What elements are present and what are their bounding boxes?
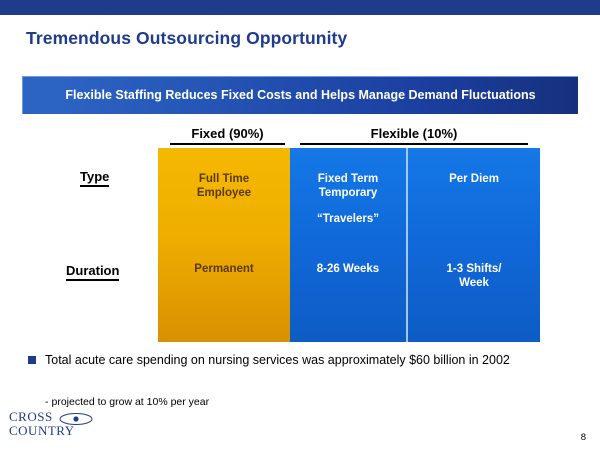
bullet-square-icon	[28, 356, 36, 364]
logo-line-1: CROSS	[9, 409, 53, 424]
cell-line: Full Time	[198, 173, 250, 185]
cell-duration-fixed-term	[290, 262, 406, 276]
cell-line: 8-26 Weeks	[316, 263, 380, 275]
row-label-duration: Duration	[66, 263, 119, 281]
logo-line-2: COUNTRY	[9, 422, 75, 438]
row-label-type: Type	[80, 169, 109, 187]
banner	[22, 76, 578, 114]
sub-bullet-item	[45, 396, 209, 408]
cell-line: Employee	[196, 187, 252, 199]
cell-line: Fixed Term	[317, 173, 379, 185]
comparison-table	[158, 148, 540, 342]
cell-type-full-time	[158, 172, 290, 200]
cell-line: Temporary	[318, 187, 378, 199]
page-number: 8	[580, 432, 586, 443]
cell-subtitle-travelers: “Travelers”	[316, 213, 379, 225]
table-column-fixed-term	[290, 148, 408, 342]
column-header-fixed: Fixed (90%)	[170, 126, 285, 145]
bullet-text: Total acute care spending on nursing services was approximately $60 billion in 2002	[45, 353, 510, 367]
cell-duration-per-diem	[408, 262, 540, 290]
cell-line: Permanent	[194, 263, 254, 275]
swoosh-icon	[58, 412, 94, 426]
column-header-flexible: Flexible (10%)	[300, 126, 528, 145]
bullet-item	[28, 352, 573, 368]
page-title: Tremendous Outsourcing Opportunity	[26, 28, 348, 48]
banner-text: Flexible Staffing Reduces Fixed Costs and Helps Manage Demand Fluctuations	[65, 88, 536, 102]
cell-line: Week	[459, 277, 489, 289]
dash-icon: -	[45, 396, 49, 408]
cell-type-per-diem	[408, 172, 540, 186]
table-column-per-diem	[408, 148, 540, 342]
sub-bullet-text: projected to grow at 10% per year	[51, 396, 210, 408]
table-column-full-time	[158, 148, 290, 342]
top-accent-bar	[0, 0, 600, 15]
logo	[8, 410, 98, 444]
cell-line: 1-3 Shifts/	[446, 263, 502, 275]
cell-duration-full-time	[158, 262, 290, 276]
cell-line: Per Diem	[449, 173, 499, 185]
cell-type-fixed-term	[290, 172, 406, 200]
